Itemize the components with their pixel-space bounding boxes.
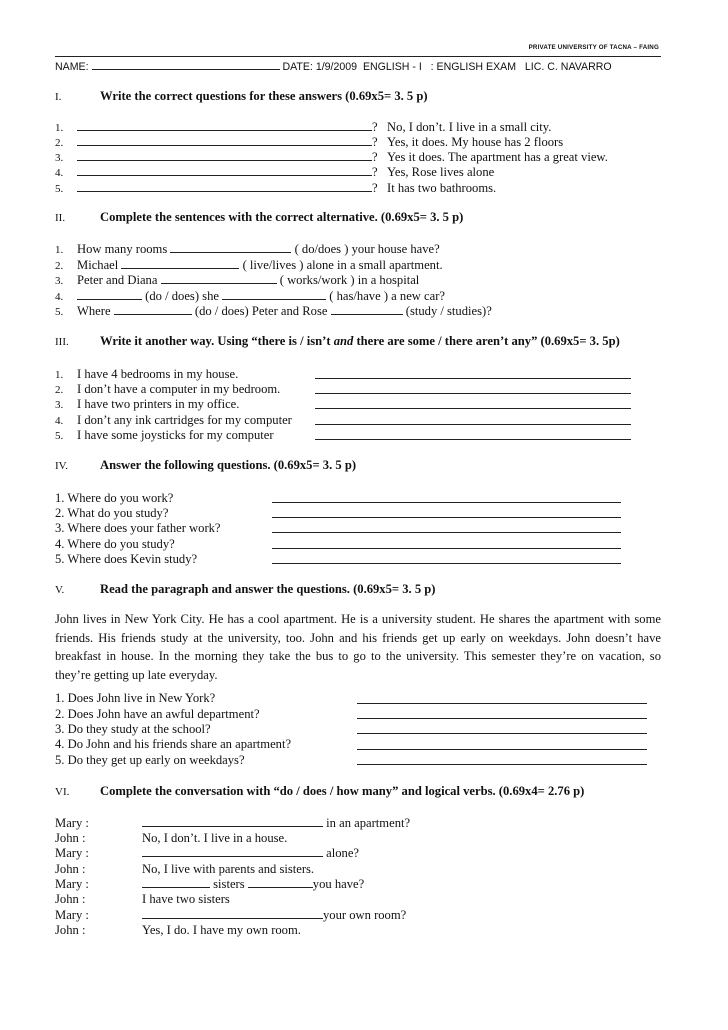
teacher-label: LIC. C. NAVARRO: [524, 61, 612, 73]
date-label: DATE: 1/9/2009: [282, 61, 358, 73]
s1-question-field[interactable]: [77, 134, 372, 146]
s3-row: 2. I don’t have a computer in my bedroom.: [55, 382, 281, 396]
section-6-heading: VI. Complete the conversation with “do / does / how many” and logical verbs. (0.69x4= 2.76 p): [55, 784, 585, 798]
s1-row: 2. ? Yes, it does. My house has 2 floors: [55, 135, 564, 149]
speaker-label: Mary :: [55, 908, 89, 922]
conversation-line: I have two sisters: [142, 892, 230, 906]
s1-question-field[interactable]: [77, 119, 372, 131]
name-field[interactable]: [92, 58, 280, 70]
s3-row: 3. I have two printers in my office.: [55, 397, 240, 411]
s5-answer-field[interactable]: [357, 733, 647, 734]
s1-row: 3. ? Yes it does. The apartment has a great view.: [55, 150, 608, 164]
s4-answer-field[interactable]: [272, 563, 621, 564]
s4-answer-field[interactable]: [272, 548, 621, 549]
s4-answer-field[interactable]: [272, 502, 621, 503]
exam-label: : ENGLISH EXAM: [430, 61, 517, 73]
s1-question-field[interactable]: [77, 164, 372, 176]
s3-answer-field[interactable]: [315, 393, 631, 394]
s2-row: 3. Peter and Diana ( works/work ) in a hospital: [55, 273, 420, 287]
s1-row: 1. ? No, I don’t. I live in a small city.: [55, 120, 552, 134]
university-name: PRIVATE UNIVERSITY OF TACNA – FAING: [528, 44, 659, 51]
s4-question: 2. What do you study?: [55, 506, 169, 520]
conversation-blank[interactable]: [142, 845, 323, 857]
s4-answer-field[interactable]: [272, 532, 621, 533]
section-6-title: Complete the conversation with “do / does / how many” and logical verbs. (0.69x4= 2.76 p): [100, 784, 585, 798]
s1-question-field[interactable]: [77, 149, 372, 161]
s5-answer-field[interactable]: [357, 718, 647, 719]
section-1-title: Write the correct questions for these answers (0.69x5= 3. 5 p): [100, 89, 428, 103]
section-2-heading: II. Complete the sentences with the correct alternative. (0.69x5= 3. 5 p): [55, 210, 464, 224]
s1-question-field[interactable]: [77, 180, 372, 192]
s5-question: 5. Do they get up early on weekdays?: [55, 753, 245, 767]
section-5-heading: V. Read the paragraph and answer the questions. (0.69x5= 3. 5 p): [55, 582, 436, 596]
speaker-label: Mary :: [55, 846, 89, 860]
s5-question: 2. Does John have an awful department?: [55, 707, 260, 721]
s5-answer-field[interactable]: [357, 764, 647, 765]
header-line: [55, 58, 612, 73]
conversation-blank[interactable]: [142, 907, 323, 919]
header-rule: [55, 56, 661, 57]
section-2-title: Complete the sentences with the correct alternative. (0.69x5= 3. 5 p): [100, 210, 464, 224]
conversation-line: No, I live with parents and sisters.: [142, 862, 315, 876]
course-label: ENGLISH - I: [362, 61, 422, 73]
speaker-label: Mary :: [55, 816, 89, 830]
speaker-label: John :: [55, 862, 86, 876]
s2-row: 5. Where (do / does) Peter and Rose (study / studies)?: [55, 304, 492, 318]
s5-question: 3. Do they study at the school?: [55, 722, 211, 736]
s4-question: 3. Where does your father work?: [55, 521, 221, 535]
s2-blank[interactable]: [121, 257, 239, 269]
s2-blank[interactable]: [161, 272, 277, 284]
conversation-line: in an apartment?: [142, 815, 410, 831]
section-4-heading: IV. Answer the following questions. (0.69x5= 3. 5 p): [55, 458, 357, 472]
s4-question: 1. Where do you work?: [55, 491, 174, 505]
conversation-line: sisters you have?: [142, 876, 364, 892]
s3-answer-field[interactable]: [315, 424, 631, 425]
s2-row: 4. (do / does) she ( has/have ) a new car?: [55, 289, 446, 303]
conversation-line: Yes, I do. I have my own room.: [142, 923, 301, 937]
conversation-line: alone?: [142, 845, 359, 861]
s5-question: 4. Do John and his friends share an apartment?: [55, 737, 292, 751]
conversation-line: your own room?: [142, 907, 406, 923]
conversation-line: No, I don’t. I live in a house.: [142, 831, 288, 845]
section-3-title: Write it another way. Using “there is / isn’t and there are some / there aren’t any” (0.69x5= 3. 5p): [100, 334, 620, 348]
section-1-heading: I. Write the correct questions for these answers (0.69x5= 3. 5 p): [55, 89, 428, 103]
s1-row: 4. ? Yes, Rose lives alone: [55, 165, 495, 179]
s5-answer-field[interactable]: [357, 749, 647, 750]
speaker-label: John :: [55, 923, 86, 937]
s5-question: 1. Does John live in New York?: [55, 691, 216, 705]
conversation-blank[interactable]: [248, 876, 313, 888]
s3-row: 1. I have 4 bedrooms in my house.: [55, 367, 239, 381]
conversation-blank[interactable]: [142, 876, 210, 888]
s4-question: 5. Where does Kevin study?: [55, 552, 198, 566]
s2-row: 1. How many rooms ( do/does ) your house have?: [55, 242, 440, 256]
s5-answer-field[interactable]: [357, 703, 647, 704]
s3-answer-field[interactable]: [315, 439, 631, 440]
name-label: NAME:: [55, 61, 89, 73]
s2-row: 2. Michael ( live/lives ) alone in a small apartment.: [55, 258, 443, 272]
speaker-label: Mary :: [55, 877, 89, 891]
s3-row: 4. I don’t any ink cartridges for my computer: [55, 413, 292, 427]
speaker-label: John :: [55, 831, 86, 845]
s4-answer-field[interactable]: [272, 517, 621, 518]
conversation-blank[interactable]: [142, 815, 323, 827]
s3-answer-field[interactable]: [315, 378, 631, 379]
s1-row: 5. ? It has two bathrooms.: [55, 181, 497, 195]
reading-paragraph: John lives in New York City. He has a cool apartment. He is a university student. He shares the apartment with some friends. His friends study at the university, too. John and his friends get up early on weekdays. John doesn’t have breakfast in house. In the morning they take the bus to go to the university. This semester they’re on vacation, so they’re getting up late everyday.: [55, 612, 661, 682]
s2-blank[interactable]: [222, 288, 326, 300]
speaker-label: John :: [55, 892, 86, 906]
section-4-title: Answer the following questions. (0.69x5= 3. 5 p): [100, 458, 357, 472]
s3-row: 5. I have some joysticks for my computer: [55, 428, 274, 442]
s2-blank[interactable]: [114, 303, 192, 315]
s2-blank[interactable]: [331, 303, 403, 315]
s4-question: 4. Where do you study?: [55, 537, 175, 551]
s2-blank[interactable]: [170, 241, 291, 253]
s2-blank[interactable]: [77, 288, 142, 300]
s3-answer-field[interactable]: [315, 408, 631, 409]
section-5-title: Read the paragraph and answer the questions. (0.69x5= 3. 5 p): [100, 582, 436, 596]
section-3-heading: III. Write it another way. Using “there is / isn’t and there are some / there aren’t any” (0.69x5= 3. 5p): [55, 334, 620, 348]
